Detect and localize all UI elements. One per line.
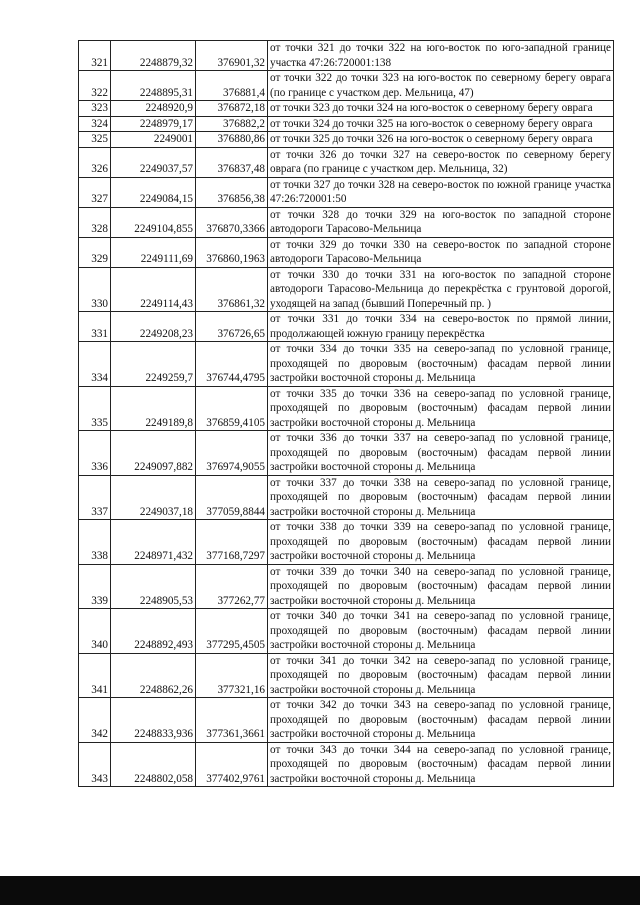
y-coordinate-cell: 376837,48	[196, 147, 268, 177]
y-coordinate-cell: 377361,3661	[196, 698, 268, 743]
x-coordinate-cell: 2249259,7	[111, 342, 196, 387]
boundary-description-cell: от точки 335 до точки 336 на северо-запад по условной границе, проходящей по дворовым (восточным) фасадам первой линии застройки восточной стороны д. Мельница	[268, 386, 614, 431]
boundary-description-cell: от точки 331 до точки 334 на северо-восток по прямой линии, продолжающей южную границу перекрёстка	[268, 312, 614, 342]
x-coordinate-cell: 2249084,15	[111, 177, 196, 207]
x-coordinate-cell: 2248971,432	[111, 520, 196, 565]
point-number-cell: 322	[79, 71, 111, 101]
boundary-description-cell: от точки 328 до точки 329 на юго-восток по западной стороне автодороги Тарасово-Мельница	[268, 207, 614, 237]
x-coordinate-cell: 2249114,43	[111, 267, 196, 312]
x-coordinate-cell: 2248895,31	[111, 71, 196, 101]
y-coordinate-cell: 376974,9055	[196, 431, 268, 476]
point-number-cell: 331	[79, 312, 111, 342]
table-row	[79, 520, 614, 565]
y-coordinate-cell: 377295,4505	[196, 609, 268, 654]
x-coordinate-cell: 2249037,57	[111, 147, 196, 177]
point-number-cell: 325	[79, 132, 111, 148]
table-row	[79, 207, 614, 237]
point-number-cell: 321	[79, 41, 111, 71]
boundary-description-cell: от точки 339 до точки 340 на северо-запад по условной границе, проходящей по дворовым (восточным) фасадам первой линии застройки восточной стороны д. Мельница	[268, 564, 614, 609]
table-row	[79, 386, 614, 431]
boundary-description-cell: от точки 337 до точки 338 на северо-запад по условной границе, проходящей по дворовым (восточным) фасадам первой линии застройки восточной стороны д. Мельница	[268, 475, 614, 520]
y-coordinate-cell: 377402,9761	[196, 742, 268, 787]
y-coordinate-cell: 377262,77	[196, 564, 268, 609]
scan-bottom-edge	[0, 876, 640, 905]
boundary-description-cell: от точки 323 до точки 324 на юго-восток о северному берегу оврага	[268, 101, 614, 117]
table-row	[79, 653, 614, 698]
point-number-cell: 329	[79, 237, 111, 267]
y-coordinate-cell: 376744,4795	[196, 342, 268, 387]
table-row	[79, 101, 614, 117]
boundary-description-cell: от точки 327 до точки 328 на северо-восток по южной границе участка 47:26:720001:50	[268, 177, 614, 207]
y-coordinate-cell: 376872,18	[196, 101, 268, 117]
y-coordinate-cell: 377321,16	[196, 653, 268, 698]
boundary-description-cell: от точки 321 до точки 322 на юго-восток по юго-западной границе участка 47:26:720001:138	[268, 41, 614, 71]
x-coordinate-cell: 2248879,32	[111, 41, 196, 71]
table-row	[79, 609, 614, 654]
table-row	[79, 41, 614, 71]
y-coordinate-cell: 376880,86	[196, 132, 268, 148]
table-row	[79, 71, 614, 101]
y-coordinate-cell: 377059,8844	[196, 475, 268, 520]
boundary-description-cell: от точки 329 до точки 330 на северо-восток по западной стороне автодороги Тарасово-Мельница	[268, 237, 614, 267]
boundary-description-cell: от точки 322 до точки 323 на юго-восток по северному берегу оврага (по границе с участком дер. Мельница, 47)	[268, 71, 614, 101]
x-coordinate-cell: 2248905,53	[111, 564, 196, 609]
x-coordinate-cell: 2248802,058	[111, 742, 196, 787]
boundary-points-table	[78, 40, 614, 787]
table-row	[79, 431, 614, 476]
boundary-description-cell: от точки 336 до точки 337 на северо-запад по условной границе, проходящей по дворовым (восточным) фасадам первой линии застройки восточной стороны д. Мельница	[268, 431, 614, 476]
table-row	[79, 564, 614, 609]
x-coordinate-cell: 2249189,8	[111, 386, 196, 431]
y-coordinate-cell: 377168,7297	[196, 520, 268, 565]
x-coordinate-cell: 2248979,17	[111, 116, 196, 132]
x-coordinate-cell: 2248862,26	[111, 653, 196, 698]
point-number-cell: 324	[79, 116, 111, 132]
x-coordinate-cell: 2248920,9	[111, 101, 196, 117]
table-row	[79, 312, 614, 342]
point-number-cell: 342	[79, 698, 111, 743]
x-coordinate-cell: 2249111,69	[111, 237, 196, 267]
table-row	[79, 267, 614, 312]
boundary-description-cell: от точки 334 до точки 335 на северо-запад по условной границе, проходящей по дворовым (восточным) фасадам первой линии застройки восточной стороны д. Мельница	[268, 342, 614, 387]
point-number-cell: 334	[79, 342, 111, 387]
boundary-description-cell: от точки 341 до точки 342 на северо-запад по условной границе, проходящей по дворовым (восточным) фасадам первой линии застройки восточной стороны д. Мельница	[268, 653, 614, 698]
x-coordinate-cell: 2249097,882	[111, 431, 196, 476]
boundary-description-cell: от точки 343 до точки 344 на северо-запад по условной границе, проходящей по дворовым (восточным) фасадам первой линии застройки восточной стороны д. Мельница	[268, 742, 614, 787]
point-number-cell: 330	[79, 267, 111, 312]
boundary-description-cell: от точки 342 до точки 343 на северо-запад по условной границе, проходящей по дворовым (восточным) фасадам первой линии застройки восточной стороны д. Мельница	[268, 698, 614, 743]
boundary-description-cell: от точки 326 до точки 327 на северо-восток по северному берегу оврага (по границе с участком дер. Мельница, 32)	[268, 147, 614, 177]
x-coordinate-cell: 2248892,493	[111, 609, 196, 654]
point-number-cell: 327	[79, 177, 111, 207]
point-number-cell: 340	[79, 609, 111, 654]
y-coordinate-cell: 376726,65	[196, 312, 268, 342]
point-number-cell: 337	[79, 475, 111, 520]
boundary-description-cell: от точки 325 до точки 326 на юго-восток о северному берегу оврага	[268, 132, 614, 148]
boundary-description-cell: от точки 330 до точки 331 на юго-восток по западной стороне автодороги Тарасово-Мельница до перекрёстка с грунтовой дорогой, уходящей на запад (бывший Поперечный пр. )	[268, 267, 614, 312]
point-number-cell: 338	[79, 520, 111, 565]
boundary-description-cell: от точки 340 до точки 341 на северо-запад по условной границе, проходящей по дворовым (восточным) фасадам первой линии застройки восточной стороны д. Мельница	[268, 609, 614, 654]
point-number-cell: 326	[79, 147, 111, 177]
table-row	[79, 698, 614, 743]
x-coordinate-cell: 2248833,936	[111, 698, 196, 743]
y-coordinate-cell: 376860,1963	[196, 237, 268, 267]
y-coordinate-cell: 376870,3366	[196, 207, 268, 237]
x-coordinate-cell: 2249208,23	[111, 312, 196, 342]
table-row	[79, 742, 614, 787]
y-coordinate-cell: 376881,4	[196, 71, 268, 101]
table-row	[79, 342, 614, 387]
point-number-cell: 339	[79, 564, 111, 609]
boundary-description-cell: от точки 338 до точки 339 на северо-запад по условной границе, проходящей по дворовым (восточным) фасадам первой линии застройки восточной стороны д. Мельница	[268, 520, 614, 565]
table-row	[79, 116, 614, 132]
y-coordinate-cell: 376856,38	[196, 177, 268, 207]
boundary-description-cell: от точки 324 до точки 325 на юго-восток о северному берегу оврага	[268, 116, 614, 132]
table-row	[79, 177, 614, 207]
point-number-cell: 323	[79, 101, 111, 117]
x-coordinate-cell: 2249001	[111, 132, 196, 148]
y-coordinate-cell: 376901,32	[196, 41, 268, 71]
table-row	[79, 475, 614, 520]
point-number-cell: 343	[79, 742, 111, 787]
point-number-cell: 335	[79, 386, 111, 431]
point-number-cell: 341	[79, 653, 111, 698]
point-number-cell: 336	[79, 431, 111, 476]
table-row	[79, 147, 614, 177]
point-number-cell: 328	[79, 207, 111, 237]
x-coordinate-cell: 2249104,855	[111, 207, 196, 237]
table-body	[79, 41, 614, 787]
table-row	[79, 132, 614, 148]
x-coordinate-cell: 2249037,18	[111, 475, 196, 520]
y-coordinate-cell: 376882,2	[196, 116, 268, 132]
y-coordinate-cell: 376861,32	[196, 267, 268, 312]
y-coordinate-cell: 376859,4105	[196, 386, 268, 431]
table-row	[79, 237, 614, 267]
